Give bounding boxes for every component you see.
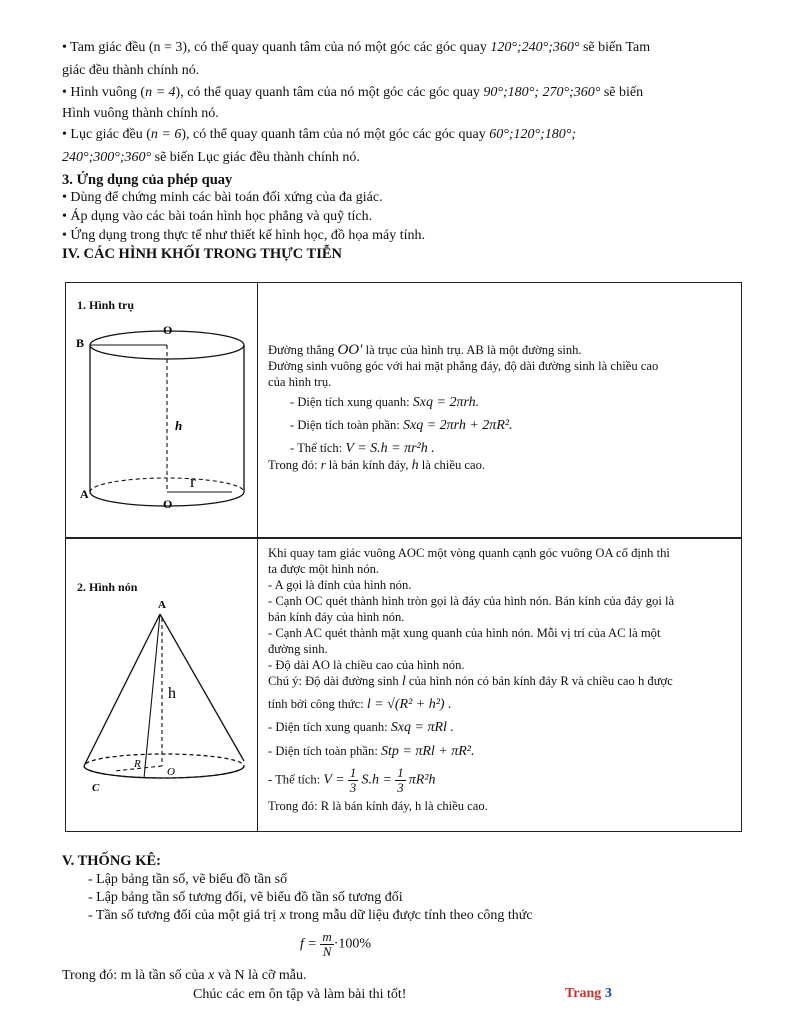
math: l = √(R² + h²) .: [366, 697, 452, 712]
math: πR²h: [408, 772, 436, 788]
list-item: • Áp dụng vào các bài toán hình học phẳng và quỹ tích.: [62, 209, 373, 224]
text: - Cạnh OC quét thành hình tròn gọi là đáy của hình nón. Bán kính của đáy gọi là: [268, 594, 675, 608]
math: Sxq = 2πrh.: [412, 395, 480, 410]
text: - Thể tích:: [268, 772, 321, 787]
math: 90°;180°; 270°;360°: [483, 85, 601, 100]
text: đường sinh.: [268, 642, 328, 656]
text: là bán kính đáy,: [328, 458, 409, 472]
cone-description: [268, 545, 738, 814]
text: • Tam giác đều: [62, 40, 146, 55]
math: x: [208, 968, 215, 983]
math: V =: [323, 772, 345, 788]
section-3-heading: 3. Ứng dụng của phép quay: [62, 172, 233, 188]
fraction: $\frac{1}{3}$: [349, 765, 357, 795]
label-o-bottom: O: [163, 497, 173, 511]
section-5-heading: V. THỐNG KÊ:: [62, 853, 161, 869]
label-a: A: [158, 599, 166, 611]
triangle-line-cont: giác đều thành chính nó.: [62, 63, 200, 78]
triangle-line: [62, 38, 650, 58]
section-4-heading: IV. CÁC HÌNH KHỐI TRONG THỰC TIỄN: [62, 246, 342, 262]
text: - Diện tích xung quanh:: [290, 395, 410, 409]
list-item: - Lập bảng tần số tương đối, vẽ biểu đồ tần số tương đối: [88, 890, 403, 905]
text: - Diện tích xung quanh:: [268, 720, 388, 734]
hexagon-line: [62, 125, 576, 145]
text: - Tần số tương đối của một giá trị: [88, 908, 277, 923]
math: 120°;240°;360°: [490, 40, 580, 55]
text: • Hình vuông (: [62, 85, 146, 100]
math: V = S.h = πr²h .: [345, 441, 435, 456]
label-r: R: [134, 758, 141, 770]
section-5-where: [62, 966, 306, 986]
label-o-top: O: [163, 323, 173, 337]
text: Trong đó: m là tần số của: [62, 968, 205, 983]
list-item: - Lập bảng tần số, vẽ biểu đồ tần số: [88, 872, 288, 887]
text: tính bởi công thức:: [268, 697, 364, 711]
text: của hình nón có bán kính đáy R và chiều cao h được: [408, 674, 673, 688]
fraction: $\frac{1}{3}$: [397, 765, 404, 795]
math: Stp = πRl + πR².: [380, 744, 475, 759]
text: ), có thể quay quanh tâm của nó một góc các góc quay: [181, 127, 486, 142]
text: sẽ biến: [603, 85, 644, 100]
math: h: [411, 458, 419, 473]
math: Sxq = 2πrh + 2πR².: [402, 418, 513, 433]
math: r: [320, 458, 326, 472]
math: x: [279, 908, 286, 923]
cone-diagram: [74, 598, 254, 798]
math: S.h =: [361, 772, 392, 788]
text: ), có thể quay quanh tâm của nó một góc các góc quay: [175, 85, 480, 100]
text: là trục của hình trụ. AB là một đường sinh.: [365, 343, 582, 357]
label-c: C: [92, 782, 100, 794]
text: sẽ biến Lục giác đều thành chính nó.: [154, 150, 360, 165]
text: • Lục giác đều (: [62, 127, 151, 142]
text: Trong đó: R là bán kính đáy, h là chiều cao.: [268, 799, 488, 813]
text: là chiều cao.: [421, 458, 486, 472]
math: OO′: [337, 342, 363, 358]
text: , có thể quay quanh tâm của nó một góc các góc quay: [187, 40, 487, 55]
square-line: [62, 83, 643, 103]
square-line-cont: Hình vuông thành chính nó.: [62, 106, 219, 121]
text: - Cạnh AC quét thành mặt xung quanh của hình nón. Mỗi vị trí của AC là một: [268, 626, 661, 640]
text: sẽ biến Tam: [582, 40, 651, 55]
text: Trong đó:: [268, 458, 318, 472]
text: - A gọi là đỉnh của hình nón.: [268, 578, 412, 592]
page-label: Trang: [565, 986, 602, 1001]
math: Sxq = πRl .: [390, 720, 454, 735]
text: trong mẫu dữ liệu được tính theo công thức: [289, 908, 533, 923]
text: ta được một hình nón.: [268, 562, 380, 576]
math: l: [401, 674, 406, 689]
text: bán kính đáy của hình nón.: [268, 610, 405, 624]
text: Chú ý: Độ dài đường sinh: [268, 674, 399, 688]
math: n = 6: [150, 127, 182, 142]
math: 240°;300°;360°: [62, 150, 152, 165]
text: - Diện tích toàn phần:: [290, 418, 400, 432]
closing-wish: Chúc các em ôn tập và làm bài thi tốt!: [193, 987, 407, 1002]
list-item: • Dùng để chứng minh các bài toán đối xứng của đa giác.: [62, 190, 383, 205]
text: Đường thẳng: [268, 343, 335, 357]
text: - Thể tích:: [290, 441, 343, 455]
text: Đường sinh vuông góc với hai mặt phẳng đáy, độ dài đường sinh là chiều cao: [268, 359, 659, 373]
list-item: [88, 906, 533, 926]
math: ·100%: [333, 936, 372, 952]
text: Khi quay tam giác vuông AOC một vòng quanh cạnh góc vuông OA cố định thì: [268, 546, 670, 560]
math: (n = 3): [148, 40, 188, 55]
list-item: • Ứng dụng trong thực tế như thiết kế hình học, đồ họa máy tính.: [62, 228, 425, 243]
math: f =: [300, 936, 317, 952]
cone-title: 2. Hình nón: [77, 580, 138, 594]
label-h: h: [168, 685, 176, 702]
frequency-formula: [300, 930, 371, 959]
label-r: r: [190, 472, 196, 491]
text: - Độ dài AO là chiều cao của hình nón.: [268, 658, 465, 672]
hexagon-line-cont: [62, 148, 360, 168]
math: n = 4: [145, 85, 176, 100]
text: và N là cỡ mẫu.: [217, 968, 307, 983]
label-o: O: [167, 766, 175, 778]
text: của hình trụ.: [268, 375, 332, 389]
cylinder-description: [268, 342, 738, 474]
page-number-value: 3: [604, 986, 612, 1001]
label-a: A: [80, 487, 89, 501]
math: 60°;120°;180°;: [489, 127, 577, 142]
cylinder-title: 1. Hình trụ: [77, 298, 135, 312]
fraction: $\frac{m}{N}$: [322, 929, 332, 959]
label-h: h: [175, 418, 183, 433]
cylinder-diagram: [72, 312, 254, 512]
label-b: B: [76, 336, 85, 350]
text: - Diện tích toàn phần:: [268, 744, 378, 758]
page-number: [565, 986, 612, 1002]
